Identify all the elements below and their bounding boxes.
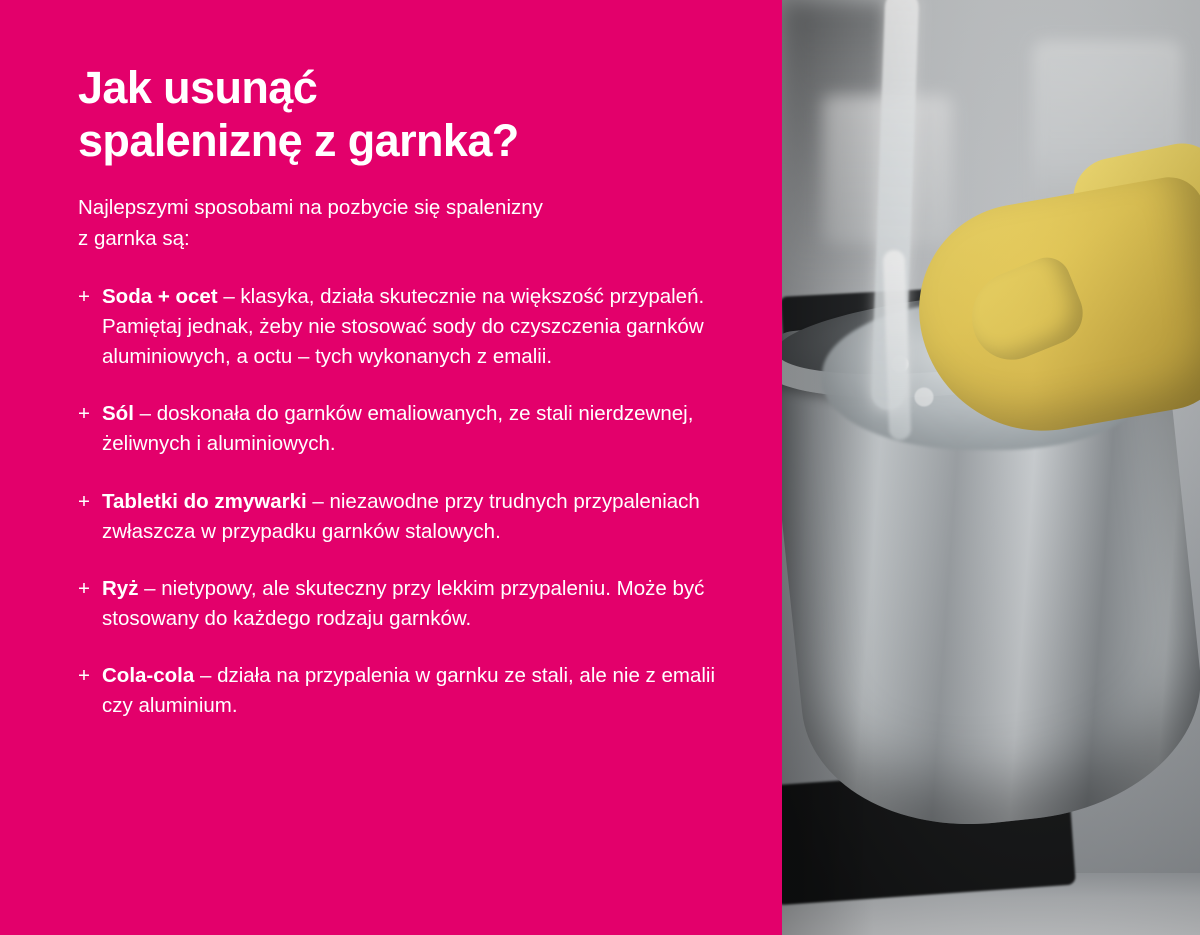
- page-title: [78, 62, 718, 167]
- list-item: [78, 574, 720, 634]
- plus-icon: +: [78, 402, 90, 426]
- tip-body: [102, 399, 720, 459]
- photo-panel: [782, 0, 1200, 935]
- tip-term: Ryż: [102, 576, 139, 600]
- plus-icon: +: [78, 489, 90, 513]
- plus-icon: +: [78, 284, 90, 308]
- intro-line-2: z garnka są:: [78, 226, 190, 250]
- list-item: [78, 487, 720, 547]
- intro-paragraph: [78, 193, 720, 254]
- tip-term: Cola-cola: [102, 664, 195, 688]
- page-title-line-1: Jak usunąć: [78, 62, 318, 113]
- tip-text: – niezawodne przy trudnych przypaleniach zwłaszcza w przypadku garnków stalowych.: [102, 489, 700, 543]
- tips-list: [78, 282, 720, 721]
- tip-term: Soda + ocet: [102, 284, 218, 308]
- tip-body: [102, 574, 720, 634]
- tip-term: Tabletki do zmywarki: [102, 489, 307, 513]
- tip-text: – nietypowy, ale skuteczny przy lekkim przypaleniu. Może być stosowany do każdego rodzaju garnków.: [102, 576, 705, 630]
- tip-body: [102, 661, 720, 721]
- tip-term: Sól: [102, 402, 134, 426]
- plus-icon: +: [78, 576, 90, 600]
- list-item: [78, 661, 720, 721]
- tip-text: – działa na przypalenia w garnku ze stali, ale nie z emalii czy aluminium.: [102, 664, 716, 718]
- intro-line-1: Najlepszymi sposobami na pozbycie się spalenizny: [78, 196, 543, 220]
- kitchen-photo: [782, 0, 1200, 935]
- page-title-line-2: spaleniznę z garnka?: [78, 114, 519, 166]
- tip-text: – klasyka, działa skutecznie na większość przypaleń. Pamiętaj jednak, żeby nie stosować sody do czyszczenia garnków aluminiowych, a octu – tych wykonanych z emalii.: [102, 284, 705, 369]
- tip-body: [102, 487, 720, 547]
- plus-icon: +: [78, 664, 90, 688]
- list-item: [78, 399, 720, 459]
- tip-body: [102, 282, 720, 372]
- tip-text: – doskonała do garnków emaliowanych, ze stali nierdzewnej, żeliwnych i aluminiowych.: [102, 402, 694, 456]
- list-item: [78, 282, 720, 372]
